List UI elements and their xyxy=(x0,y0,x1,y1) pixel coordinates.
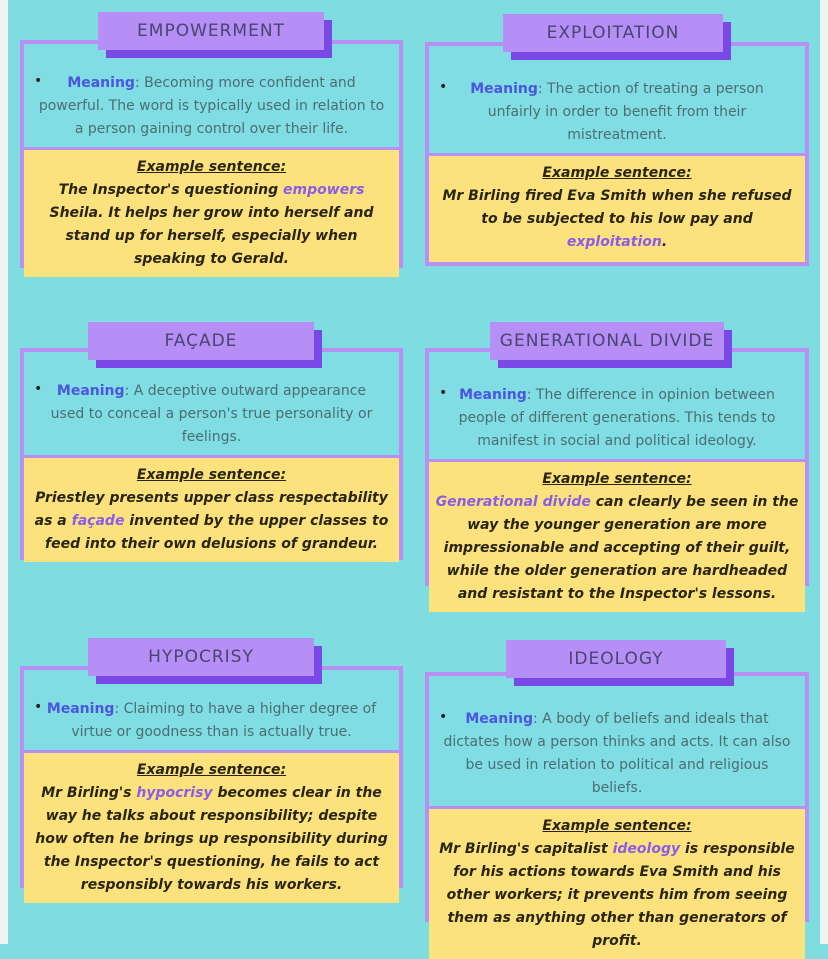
meaning-text: : Claiming to have a higher degree of virtue or goodness than is actually true. xyxy=(71,701,377,740)
meaning-section xyxy=(24,372,399,458)
meaning-label: Meaning xyxy=(465,711,534,727)
example-text-end: can clearly be seen in the way the younger generation are more impressionable and accepting of their guilt, while the older generation are hardheaded and resistant to the Inspector's lessons. xyxy=(443,494,799,602)
example-keyword: Generational divide xyxy=(435,494,591,510)
bullet-icon: • xyxy=(34,73,43,89)
term-title-hypocrisy: HYPOCRISY xyxy=(88,638,314,676)
term-title-generational-divide: GENERATIONAL DIVIDE xyxy=(490,322,724,360)
example-text: Mr Birling's xyxy=(41,785,137,801)
term-title-fa-ade: FAÇADE xyxy=(88,322,314,360)
example-section xyxy=(429,156,805,262)
term-title-exploitation: EXPLOITATION xyxy=(503,14,723,52)
example-label: Example sentence: xyxy=(542,471,692,487)
example-label: Example sentence: xyxy=(136,762,287,778)
example-keyword: façade xyxy=(71,513,125,529)
meaning-section xyxy=(24,64,399,150)
example-text-end: invented by the upper classes to feed into their own delusions of grandeur. xyxy=(45,513,389,552)
example-text-end: . xyxy=(661,234,668,250)
bullet-icon: • xyxy=(439,385,448,401)
example-keyword: empowers xyxy=(283,182,365,198)
example-label: Example sentence: xyxy=(542,165,692,181)
example-section xyxy=(429,809,805,959)
example-text-end: Sheila. It helps her grow into herself and stand up for herself, especially when speaking to Gerald. xyxy=(49,205,374,267)
bullet-icon: • xyxy=(439,709,448,725)
example-section xyxy=(24,150,399,277)
meaning-label: Meaning xyxy=(46,701,115,717)
term-card-generational-divide xyxy=(425,348,809,602)
term-card-ideology xyxy=(425,672,809,949)
example-text-end: becomes clear in the way he talks about responsibility; despite how often he brings up responsibility during the Inspector's questioning, he fails to act responsibly towards his workers. xyxy=(35,785,388,893)
example-text: Priestley presents upper class respectability as a xyxy=(34,490,388,529)
term-title-ideology: IDEOLOGY xyxy=(506,640,726,678)
term-card-hypocrisy xyxy=(20,666,403,893)
example-keyword: hypocrisy xyxy=(136,785,213,801)
meaning-label: Meaning xyxy=(470,81,538,97)
meaning-text: : A body of beliefs and ideals that dictates how a person thinks and acts. It can also be used in relation to political and religious beliefs. xyxy=(443,711,791,796)
example-keyword: ideology xyxy=(612,841,681,857)
right-edge xyxy=(820,0,828,944)
meaning-label: Meaning xyxy=(459,387,527,403)
example-text-end: is responsible for his actions towards Eva Smith and his other workers; it prevents him from seeing them as anything other than generators of profit. xyxy=(446,841,795,949)
example-label: Example sentence: xyxy=(136,159,287,175)
meaning-text: : The action of treating a person unfairly in order to benefit from their mistreatment. xyxy=(487,81,764,143)
meaning-label: Meaning xyxy=(67,75,135,91)
example-keyword: exploitation xyxy=(566,234,662,250)
meaning-section xyxy=(429,700,805,809)
meaning-text: : Becoming more confident and powerful. The word is typically used in relation to a person gaining control over their life. xyxy=(38,75,385,137)
term-card-fa-ade xyxy=(20,348,403,560)
left-edge xyxy=(0,0,8,944)
meaning-section xyxy=(429,376,805,462)
example-label: Example sentence: xyxy=(136,467,287,483)
bullet-icon: • xyxy=(34,699,43,715)
example-text: Mr Birling fired Eva Smith when she refused to be subjected to his low pay and xyxy=(442,188,792,227)
example-section xyxy=(429,462,805,612)
bullet-icon: • xyxy=(439,79,448,95)
bullet-icon: • xyxy=(34,381,43,397)
meaning-text: : The difference in opinion between people of different generations. This tends to manifest in social and political ideology. xyxy=(458,387,776,449)
example-text: The Inspector's questioning xyxy=(58,182,284,198)
example-label: Example sentence: xyxy=(542,818,692,834)
example-section xyxy=(24,753,399,903)
term-card-exploitation xyxy=(425,42,809,266)
term-card-empowerment xyxy=(20,40,403,268)
meaning-label: Meaning xyxy=(56,383,125,399)
meaning-section xyxy=(429,70,805,156)
term-title-empowerment: EMPOWERMENT xyxy=(98,12,324,50)
example-text: Mr Birling's capitalist xyxy=(439,841,613,857)
meaning-text: : A deceptive outward appearance used to conceal a person's true personality or feelings. xyxy=(50,383,373,445)
example-section xyxy=(24,458,399,562)
meaning-section xyxy=(24,690,399,753)
